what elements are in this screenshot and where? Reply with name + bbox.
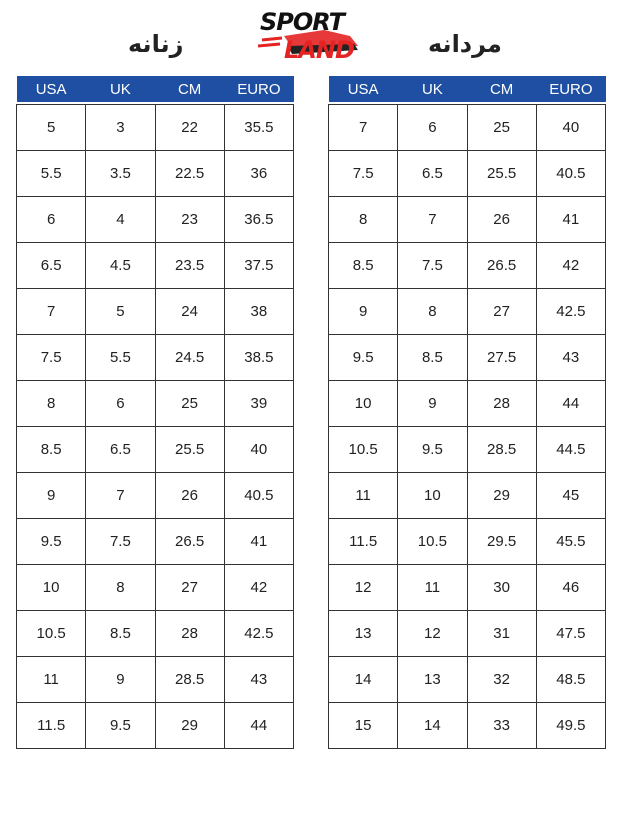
table-cell: 6 bbox=[17, 197, 86, 243]
table-cell: 22.5 bbox=[155, 151, 224, 197]
table-cell: 40 bbox=[536, 105, 605, 151]
table-cell: 9 bbox=[398, 381, 467, 427]
table-cell: 27 bbox=[155, 565, 224, 611]
table-row bbox=[17, 335, 294, 381]
table-cell: 44 bbox=[224, 703, 293, 749]
table-cell: 8 bbox=[17, 381, 86, 427]
table-cell: 25.5 bbox=[467, 151, 536, 197]
table-cell: 25.5 bbox=[155, 427, 224, 473]
table-cell: 27 bbox=[467, 289, 536, 335]
table-row bbox=[17, 151, 294, 197]
table-cell: 47.5 bbox=[536, 611, 605, 657]
table-cell: 8.5 bbox=[398, 335, 467, 381]
table-cell: 24.5 bbox=[155, 335, 224, 381]
table-cell: 15 bbox=[329, 703, 398, 749]
table-cell: 11 bbox=[17, 657, 86, 703]
table-cell: 5.5 bbox=[86, 335, 155, 381]
table-cell: 4 bbox=[86, 197, 155, 243]
table-cell: 8.5 bbox=[86, 611, 155, 657]
table-cell: 26.5 bbox=[155, 519, 224, 565]
table-cell: 9.5 bbox=[17, 519, 86, 565]
table-row bbox=[17, 105, 294, 151]
table-row bbox=[17, 611, 294, 657]
table-cell: 6 bbox=[398, 105, 467, 151]
table-cell: 28.5 bbox=[467, 427, 536, 473]
table-row bbox=[17, 519, 294, 565]
table-row bbox=[329, 519, 606, 565]
table-cell: 40 bbox=[224, 427, 293, 473]
table-cell: 49.5 bbox=[536, 703, 605, 749]
men-header-usa: USA bbox=[329, 76, 398, 102]
women-header-euro: EURO bbox=[224, 76, 293, 102]
table-row bbox=[329, 427, 606, 473]
table-cell: 28 bbox=[467, 381, 536, 427]
table-cell: 5 bbox=[17, 105, 86, 151]
table-cell: 25 bbox=[467, 105, 536, 151]
table-cell: 8 bbox=[329, 197, 398, 243]
table-row bbox=[329, 565, 606, 611]
table-row bbox=[329, 473, 606, 519]
table-cell: 43 bbox=[536, 335, 605, 381]
table-row bbox=[329, 289, 606, 335]
women-header-cm: CM bbox=[155, 76, 224, 102]
table-cell: 30 bbox=[467, 565, 536, 611]
table-cell: 7.5 bbox=[86, 519, 155, 565]
table-cell: 28.5 bbox=[155, 657, 224, 703]
table-cell: 25 bbox=[155, 381, 224, 427]
table-cell: 5.5 bbox=[17, 151, 86, 197]
table-cell: 7 bbox=[329, 105, 398, 151]
table-cell: 12 bbox=[398, 611, 467, 657]
table-row bbox=[329, 197, 606, 243]
table-cell: 3.5 bbox=[86, 151, 155, 197]
women-title: زنانه bbox=[128, 30, 184, 58]
table-cell: 5 bbox=[86, 289, 155, 335]
table-cell: 6.5 bbox=[398, 151, 467, 197]
men-title: مردانه bbox=[428, 30, 502, 58]
table-cell: 14 bbox=[329, 657, 398, 703]
table-cell: 41 bbox=[224, 519, 293, 565]
table-row bbox=[17, 565, 294, 611]
table-row bbox=[329, 151, 606, 197]
table-cell: 9 bbox=[329, 289, 398, 335]
table-row bbox=[17, 473, 294, 519]
table-cell: 7 bbox=[398, 197, 467, 243]
table-row bbox=[329, 335, 606, 381]
table-cell: 28 bbox=[155, 611, 224, 657]
men-size-table bbox=[328, 76, 606, 749]
table-cell: 42 bbox=[224, 565, 293, 611]
women-size-table bbox=[16, 76, 294, 749]
table-cell: 8.5 bbox=[329, 243, 398, 289]
table-row bbox=[17, 243, 294, 289]
table-cell: 36.5 bbox=[224, 197, 293, 243]
sportland-logo bbox=[254, 6, 370, 70]
table-cell: 29.5 bbox=[467, 519, 536, 565]
table-cell: 14 bbox=[398, 703, 467, 749]
table-cell: 26 bbox=[155, 473, 224, 519]
table-cell: 45.5 bbox=[536, 519, 605, 565]
men-header-euro: EURO bbox=[536, 76, 605, 102]
table-cell: 9 bbox=[17, 473, 86, 519]
table-cell: 11.5 bbox=[329, 519, 398, 565]
table-cell: 44.5 bbox=[536, 427, 605, 473]
table-cell: 35.5 bbox=[224, 105, 293, 151]
table-cell: 33 bbox=[467, 703, 536, 749]
table-cell: 26 bbox=[467, 197, 536, 243]
table-row bbox=[329, 703, 606, 749]
table-cell: 11 bbox=[329, 473, 398, 519]
table-cell: 10 bbox=[398, 473, 467, 519]
table-cell: 24 bbox=[155, 289, 224, 335]
table-cell: 10.5 bbox=[17, 611, 86, 657]
table-cell: 13 bbox=[398, 657, 467, 703]
table-cell: 39 bbox=[224, 381, 293, 427]
table-row bbox=[17, 657, 294, 703]
table-cell: 7.5 bbox=[398, 243, 467, 289]
table-cell: 40.5 bbox=[224, 473, 293, 519]
table-cell: 10.5 bbox=[329, 427, 398, 473]
table-cell: 42.5 bbox=[536, 289, 605, 335]
table-cell: 9.5 bbox=[329, 335, 398, 381]
table-cell: 36 bbox=[224, 151, 293, 197]
table-cell: 7.5 bbox=[329, 151, 398, 197]
table-cell: 45 bbox=[536, 473, 605, 519]
table-cell: 26.5 bbox=[467, 243, 536, 289]
table-cell: 6 bbox=[86, 381, 155, 427]
table-row bbox=[17, 197, 294, 243]
table-row bbox=[17, 381, 294, 427]
table-cell: 46 bbox=[536, 565, 605, 611]
table-cell: 23.5 bbox=[155, 243, 224, 289]
table-cell: 27.5 bbox=[467, 335, 536, 381]
men-header-cm: CM bbox=[467, 76, 536, 102]
table-cell: 3 bbox=[86, 105, 155, 151]
table-cell: 8 bbox=[86, 565, 155, 611]
table-row bbox=[329, 657, 606, 703]
table-cell: 32 bbox=[467, 657, 536, 703]
table-cell: 42 bbox=[536, 243, 605, 289]
table-cell: 10 bbox=[17, 565, 86, 611]
table-cell: 9.5 bbox=[86, 703, 155, 749]
table-cell: 8.5 bbox=[17, 427, 86, 473]
table-cell: 40.5 bbox=[536, 151, 605, 197]
table-cell: 42.5 bbox=[224, 611, 293, 657]
table-cell: 48.5 bbox=[536, 657, 605, 703]
table-cell: 12 bbox=[329, 565, 398, 611]
table-cell: 11.5 bbox=[17, 703, 86, 749]
table-cell: 29 bbox=[467, 473, 536, 519]
table-row bbox=[329, 105, 606, 151]
table-cell: 8 bbox=[398, 289, 467, 335]
women-header-usa: USA bbox=[17, 76, 86, 102]
table-row bbox=[17, 427, 294, 473]
table-cell: 7 bbox=[17, 289, 86, 335]
table-cell: 29 bbox=[155, 703, 224, 749]
table-cell: 23 bbox=[155, 197, 224, 243]
table-cell: 6.5 bbox=[17, 243, 86, 289]
table-cell: 10.5 bbox=[398, 519, 467, 565]
logo-land-text: LAND bbox=[284, 36, 354, 64]
table-row bbox=[17, 289, 294, 335]
table-cell: 38.5 bbox=[224, 335, 293, 381]
table-cell: 44 bbox=[536, 381, 605, 427]
table-cell: 4.5 bbox=[86, 243, 155, 289]
table-cell: 7.5 bbox=[17, 335, 86, 381]
table-row bbox=[329, 611, 606, 657]
table-row bbox=[329, 381, 606, 427]
table-cell: 9 bbox=[86, 657, 155, 703]
table-row bbox=[17, 703, 294, 749]
table-cell: 22 bbox=[155, 105, 224, 151]
women-header-uk: UK bbox=[86, 76, 155, 102]
table-cell: 13 bbox=[329, 611, 398, 657]
table-cell: 7 bbox=[86, 473, 155, 519]
table-cell: 10 bbox=[329, 381, 398, 427]
table-row bbox=[329, 243, 606, 289]
table-cell: 37.5 bbox=[224, 243, 293, 289]
table-cell: 31 bbox=[467, 611, 536, 657]
table-cell: 9.5 bbox=[398, 427, 467, 473]
table-cell: 38 bbox=[224, 289, 293, 335]
table-cell: 6.5 bbox=[86, 427, 155, 473]
table-cell: 43 bbox=[224, 657, 293, 703]
logo-sport-text: SPORT bbox=[260, 8, 345, 36]
table-cell: 41 bbox=[536, 197, 605, 243]
table-cell: 11 bbox=[398, 565, 467, 611]
men-header-uk: UK bbox=[398, 76, 467, 102]
